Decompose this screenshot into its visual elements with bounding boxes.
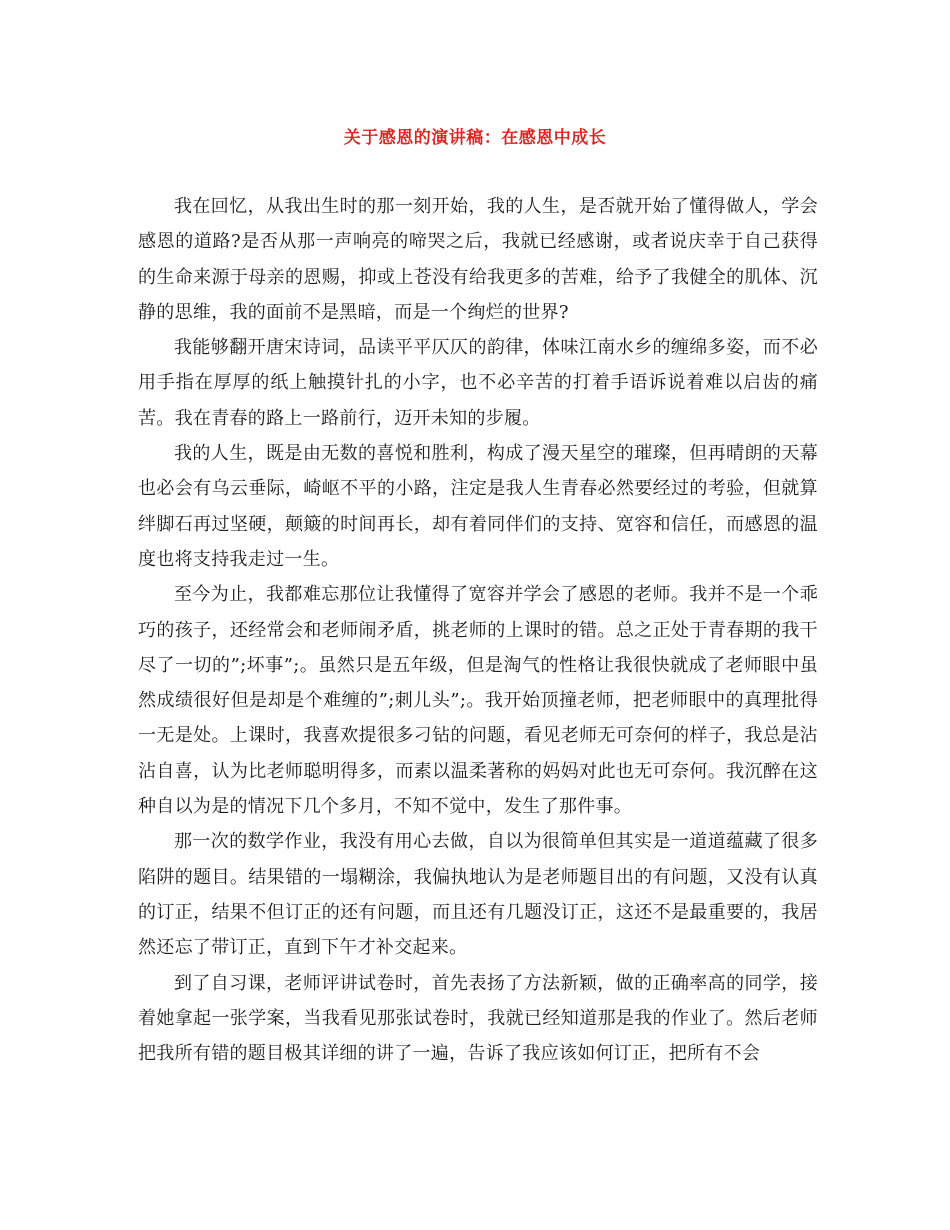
document-body [138, 189, 818, 1071]
paragraph: 我的人生，既是由无数的喜悦和胜利，构成了漫天星空的璀璨，但再晴朗的天幕也必会有乌云垂际，崎岖不平的小路，注定是我人生青春必然要经过的考验，但就算绊脚石再过坚硬，颠簸的时间再长，却有着同伴们的支持、宽容和信任，而感恩的温度也将支持我走过一生。 [138, 443, 818, 570]
paragraph: 我在回忆，从我出生时的那一刻开始，我的人生，是否就开始了懂得做人，学会感恩的道路?是否从那一声响亮的啼哭之后，我就已经感谢，或者说庆幸于自己获得的生命来源于母亲的恩赐，抑或上苍没有给我更多的苦难，给予了我健全的肌体、沉静的思维，我的面前不是黑暗，而是一个绚烂的世界? [138, 196, 818, 323]
paragraph: 到了自习课，老师评讲试卷时，首先表扬了方法新颖，做的正确率高的同学，接着她拿起一张学案，当我看见那张试卷时，我就已经知道那是我的作业了。然后老师把我所有错的题目极其详细的讲了一遍，告诉了我应该如何订正，把所有不会 [138, 972, 818, 1065]
paragraph: 那一次的数学作业，我没有用心去做，自以为很简单但其实是一道道蕴藏了很多陷阱的题目。结果错的一塌糊涂，我偏执地认为是老师题目出的有问题，又没有认真的订正，结果不但订正的还有问题，而且还有几题没订正，这还不是最重要的，我居然还忘了带订正，直到下午才补交起来。 [138, 831, 818, 959]
paragraph: 我能够翻开唐宋诗词，品读平平仄仄的韵律，体味江南水乡的缠绵多姿，而不必用手指在厚厚的纸上触摸针扎的小字，也不必辛苦的打着手语诉说着难以启齿的痛苦。我在青春的路上一路前行，迈开未知的步履。 [138, 337, 818, 429]
paragraph: 至今为止，我都难忘那位让我懂得了宽容并学会了感恩的老师。我并不是一个乖巧的孩子，还经常会和老师闹矛盾，挑老师的上课时的错。总之正处于青春期的我干尽了一切的”;坏事”;。虽然只是五年级，但是淘气的性格让我很快就成了老师眼中虽然成绩很好但是却是个难缠的”;刺儿头”;。我开始顶撞老师，把老师眼中的真理批得一无是处。上课时，我喜欢提很多刁钻的问题，看见老师无可奈何的样子，我总是沾沾自喜，认为比老师聪明得多，而素以温柔著称的妈妈对此也无可奈何。我沉醉在这种自以为是的情况下几个多月，不知不觉中，发生了那件事。 [138, 584, 818, 818]
document-title: 关于感恩的演讲稿：在感恩中成长 [343, 128, 607, 148]
